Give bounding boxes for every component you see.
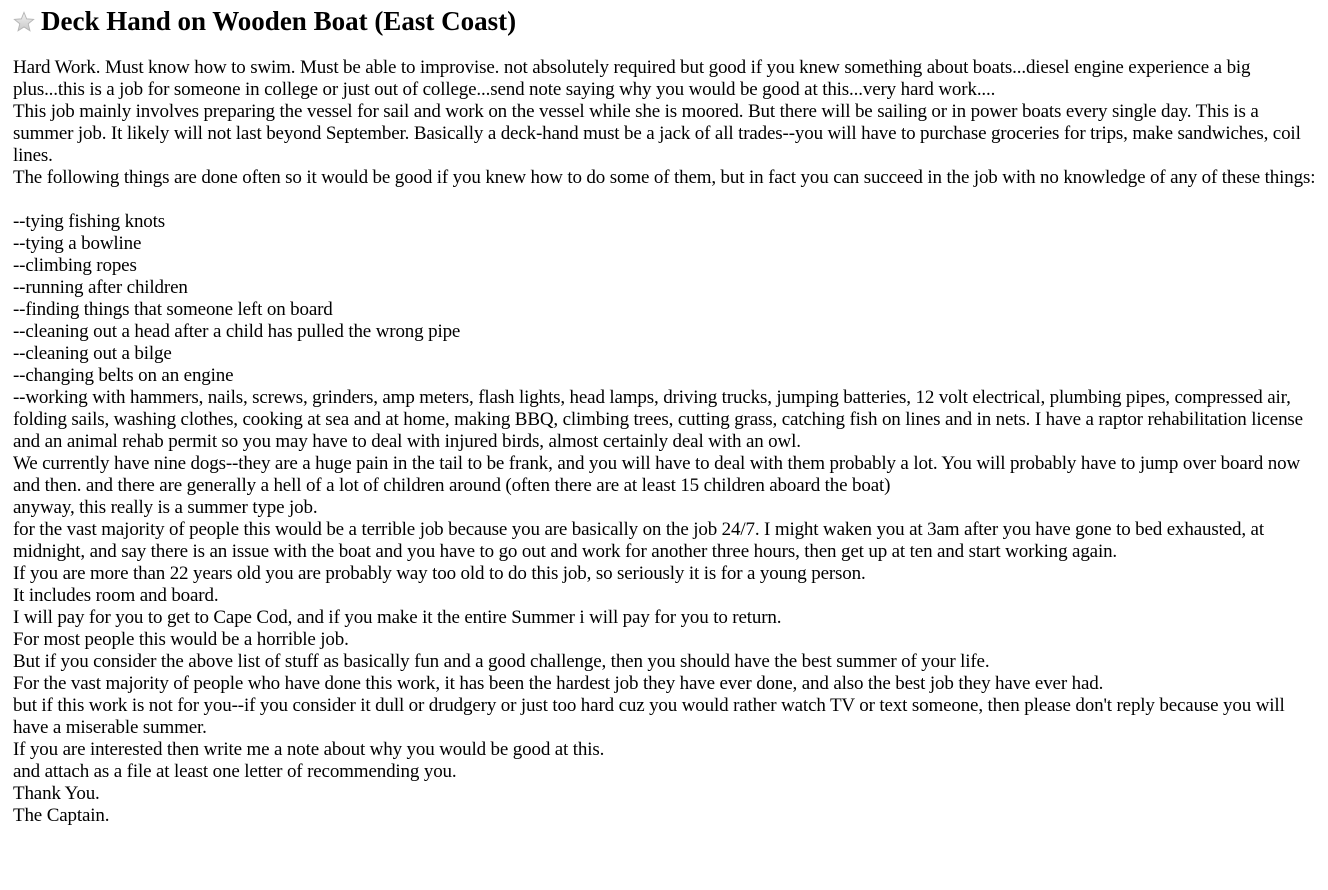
body-paragraph-skills-intro: The following things are done often so it would be good if you knew how to do some of them, but in fact you can succeed in the job with no knowledge of any of these things: <box>13 167 1316 188</box>
list-item: --finding things that someone left on board <box>13 299 333 320</box>
body-paragraph-thanks: Thank You. <box>13 783 100 804</box>
signature: The Captain. <box>13 805 110 826</box>
body-paragraph-room-board: It includes room and board. <box>13 585 219 606</box>
title-row <box>13 4 1318 38</box>
star-icon[interactable] <box>13 11 35 33</box>
skills-list <box>13 211 1318 453</box>
list-item: --working with hammers, nails, screws, grinders, amp meters, flash lights, head lamps, driving trucks, jumping batteries, 12 volt electrical, plumbing pipes, compressed air, folding sails, washing clothes, cooking at sea and at home, making BBQ, climbing trees, cutting grass, catching fish on lines and in nets. I have a raptor rehabilitation license and an animal rehab permit so you may have to deal with injured birds, almost certainly deal with an owl. <box>13 387 1303 452</box>
body-paragraph-age: If you are more than 22 years old you are probably way too old to do this job, so seriously it is for a young person. <box>13 563 866 584</box>
body-paragraph-job-description: This job mainly involves preparing the vessel for sail and work on the vessel while she is moored. But there will be sailing or in power boats every single day. This is a summer job. It likely will not last beyond September. Basically a deck-hand must be a jack of all trades--you will have to purchase groceries for trips, make sandwiches, coil lines. <box>13 101 1301 166</box>
body-paragraph-hardest: For the vast majority of people who have done this work, it has been the hardest job they have ever done, and also the best job they have ever had. <box>13 673 1104 694</box>
body-paragraph-travel: I will pay for you to get to Cape Cod, and if you make it the entire Summer i will pay for you to return. <box>13 607 782 628</box>
list-item: --tying a bowline <box>13 233 142 254</box>
blank-line <box>13 189 1318 211</box>
body-paragraph-dogs: We currently have nine dogs--they are a huge pain in the tail to be frank, and you will have to deal with them probably a lot. You will probably have to jump over board now and then. and there are generally a hell of a lot of children around (often there are at least 15 children aboard the boat) <box>13 453 1301 496</box>
body-paragraph-summer-job: anyway, this really is a summer type job. <box>13 497 318 518</box>
list-item: --climbing ropes <box>13 255 137 276</box>
body-paragraph-not-for-you: but if this work is not for you--if you consider it dull or drudgery or just too hard cuz you would rather watch TV or text someone, then please don't reply because you will have a miserable summer. <box>13 695 1285 738</box>
body-paragraph-fun: But if you consider the above list of stuff as basically fun and a good challenge, then you should have the best summer of your life. <box>13 651 990 672</box>
body-paragraph-horrible: For most people this would be a horrible job. <box>13 629 349 650</box>
posting-title: Deck Hand on Wooden Boat (East Coast) <box>41 6 517 36</box>
list-item: --running after children <box>13 277 188 298</box>
body-paragraph-hours: for the vast majority of people this would be a terrible job because you are basically on the job 24/7. I might waken you at 3am after you have gone to bed exhausted, at midnight, and say there is an issue with the boat and you have to go out and work for another three hours, then get up at ten and start working again. <box>13 519 1264 562</box>
body-paragraph-apply: If you are interested then write me a note about why you would be good at this. <box>13 739 605 760</box>
body-paragraph-requirements: Hard Work. Must know how to swim. Must be able to improvise. not absolutely required but good if you knew something about boats...diesel engine experience a big plus...this is a job for someone in college or just out of college...send note saying why you would be good at this...very hard work.... <box>13 57 1251 100</box>
list-item: --cleaning out a head after a child has pulled the wrong pipe <box>13 321 461 342</box>
posting-body <box>13 57 1318 827</box>
list-item: --cleaning out a bilge <box>13 343 172 364</box>
list-item: --tying fishing knots <box>13 211 166 232</box>
list-item: --changing belts on an engine <box>13 365 234 386</box>
body-paragraph-attach: and attach as a file at least one letter of recommending you. <box>13 761 457 782</box>
